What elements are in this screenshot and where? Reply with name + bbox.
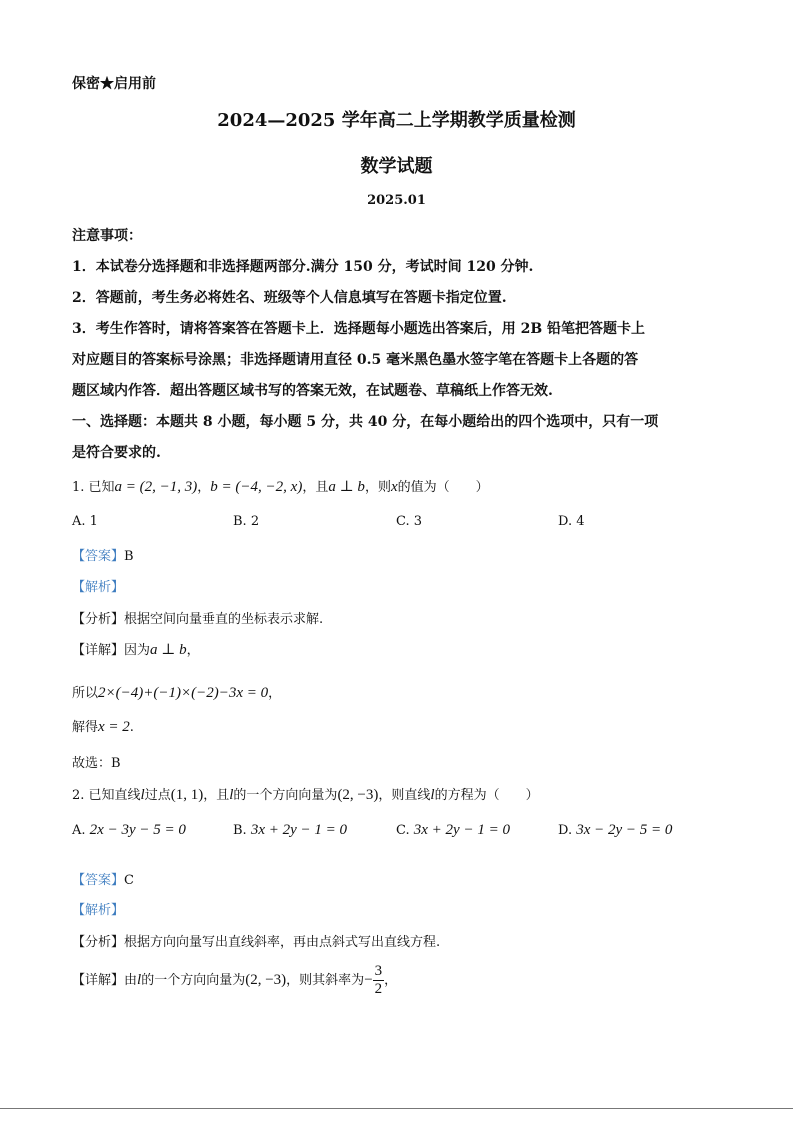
note-line-2: 2．答题前，考生务必将姓名、班级等个人信息填写在答题卡指定位置. <box>72 290 507 306</box>
q2-end: 的方程为（ ） <box>434 788 539 803</box>
q1-detail-suffix: ， <box>186 643 200 658</box>
q2-then: ，则直线 <box>378 788 431 803</box>
section1-line-2: 是符合要求的. <box>72 445 161 461</box>
q1-end: 的值为（ ） <box>397 480 489 495</box>
q2-slope-numerator: 3 <box>374 963 383 979</box>
q2-fenxi-tag: 【分析】 <box>72 935 125 950</box>
q1-answer-value: B <box>124 549 134 564</box>
q1-stem <box>72 476 489 496</box>
q2-detail-line-l: l <box>137 972 142 988</box>
q1-fenxi-tag: 【分析】 <box>72 612 125 627</box>
q2-answer-tag: 【答案】 <box>72 873 125 888</box>
q2-fenxi-text: 根据方向向量写出直线斜率，再由点斜式写出直线方程. <box>124 935 441 950</box>
note-line-5: 题区域内作答．超出答题区域书写的答案无效，在试题卷、草稿纸上作答无效. <box>72 383 553 399</box>
q1-so-prefix: 所以 <box>72 686 99 701</box>
q2-option-b-label: B. <box>233 823 247 838</box>
q2-option-b <box>233 822 347 839</box>
q1-solve-suffix: . <box>129 720 134 735</box>
q2-detail-direction-vector: (2, −3) <box>245 972 287 988</box>
q2-option-a-label: A. <box>72 823 86 838</box>
q2-through: 过点 <box>144 788 171 803</box>
q1-solve-line <box>72 716 134 736</box>
q1-solve-equation: x = 2 <box>98 719 130 735</box>
q1-so-suffix: ， <box>268 686 282 701</box>
q1-choose: 故选：B <box>72 756 121 771</box>
q1-answer <box>72 545 134 564</box>
q1-so-equation: 2×(−4)+(−1)×(−2)−3x = 0 <box>98 685 269 701</box>
q2-option-d-label: D. <box>558 823 573 838</box>
q2-option-a-eq: 2x − 3y − 5 = 0 <box>89 822 186 838</box>
q1-option-c: C. 3 <box>396 514 423 529</box>
q2-point: (1, 1) <box>170 787 204 803</box>
note-line-4: 对应题目的答案标号涂黑；非选择题请用直径 0.5 毫米黑色墨水签字笔在答题卡上各题的答 <box>72 352 639 368</box>
q2-slope-denominator: 2 <box>374 981 383 997</box>
q1-suffix: ，则 <box>364 480 391 495</box>
q2-mid: ，且 <box>203 788 230 803</box>
q1-so-line <box>72 682 281 702</box>
q2-slope-sign: − <box>364 972 373 988</box>
q1-fenxi <box>72 608 323 627</box>
q2-direction-vector: (2, −3) <box>337 787 379 803</box>
q1-answer-tag: 【答案】 <box>72 549 125 564</box>
q1-vector-b: b = (−4, −2, x) <box>210 479 303 495</box>
q2-detail-tag: 【详解】 <box>72 973 125 988</box>
q1-detail <box>72 639 200 659</box>
q2-answer <box>72 869 134 888</box>
note-line-3: 3．考生作答时，请将答案答在答题卡上．选择题每小题选出答案后，用 2B 铅笔把答题卡上 <box>72 321 646 337</box>
exam-date: 2025.01 <box>367 193 426 208</box>
q1-detail-perp: a ⊥ b <box>150 642 187 658</box>
q1-mid: ，且 <box>302 480 329 495</box>
q2-option-d-eq: 3x − 2y − 5 = 0 <box>576 822 673 838</box>
q1-prefix: 1. 已知 <box>72 480 115 495</box>
q1-comma: ， <box>197 480 211 495</box>
q2-detail-mid: ，则其斜率为 <box>286 973 365 988</box>
q2-line-l-1: l <box>140 787 145 803</box>
q2-detail-dir-text: 的一个方向向量为 <box>141 973 246 988</box>
q1-option-b: B. 2 <box>233 514 260 529</box>
q1-vector-a: a = (2, −1, 3) <box>114 479 198 495</box>
q2-option-c-label: C. <box>396 823 410 838</box>
confidential-label: 保密★启用前 <box>72 76 156 92</box>
q2-option-a <box>72 822 186 839</box>
q2-detail-prefix: 由 <box>124 973 138 988</box>
q2-analysis-tag: 【解析】 <box>72 903 125 918</box>
q1-solve-prefix: 解得 <box>72 720 99 735</box>
q2-option-d <box>558 822 672 839</box>
q1-detail-tag: 【详解】 <box>72 643 125 658</box>
q1-fenxi-text: 根据空间向量垂直的坐标表示求解. <box>124 612 324 627</box>
exam-title: 2024—2025 学年高二上学期教学质量检测 <box>217 110 576 131</box>
notes-heading: 注意事项： <box>72 228 142 244</box>
q2-slope-fraction <box>373 963 385 998</box>
q2-prefix: 2. 已知直线 <box>72 788 141 803</box>
q1-perp: a ⊥ b <box>328 479 365 495</box>
q1-var: x <box>390 479 398 495</box>
q2-line-l-2: l <box>229 787 234 803</box>
q2-option-c <box>396 822 510 839</box>
q2-option-c-eq: 3x + 2y − 1 = 0 <box>413 822 510 838</box>
page-bottom-divider <box>0 1108 793 1109</box>
q2-stem <box>72 784 539 804</box>
exam-subtitle: 数学试题 <box>360 156 433 177</box>
q2-detail-end: ， <box>384 973 398 988</box>
q1-analysis-tag: 【解析】 <box>72 580 125 595</box>
q2-answer-value: C <box>124 873 134 888</box>
q1-detail-prefix: 因为 <box>124 643 151 658</box>
q2-option-b-eq: 3x + 2y − 1 = 0 <box>250 822 348 838</box>
q1-option-a: A. 1 <box>72 514 98 529</box>
section1-line-1: 一、选择题：本题共 8 小题，每小题 5 分，共 40 分，在每小题给出的四个选项中，只有一项 <box>72 414 659 430</box>
q1-option-d: D. 4 <box>558 514 585 529</box>
q2-line-l-3: l <box>430 787 435 803</box>
q2-detail <box>72 963 397 998</box>
q2-dir-text: 的一个方向向量为 <box>233 788 338 803</box>
note-line-1: 1．本试卷分选择题和非选择题两部分.满分 150 分，考试时间 120 分钟. <box>72 259 534 275</box>
q2-fenxi <box>72 931 440 950</box>
